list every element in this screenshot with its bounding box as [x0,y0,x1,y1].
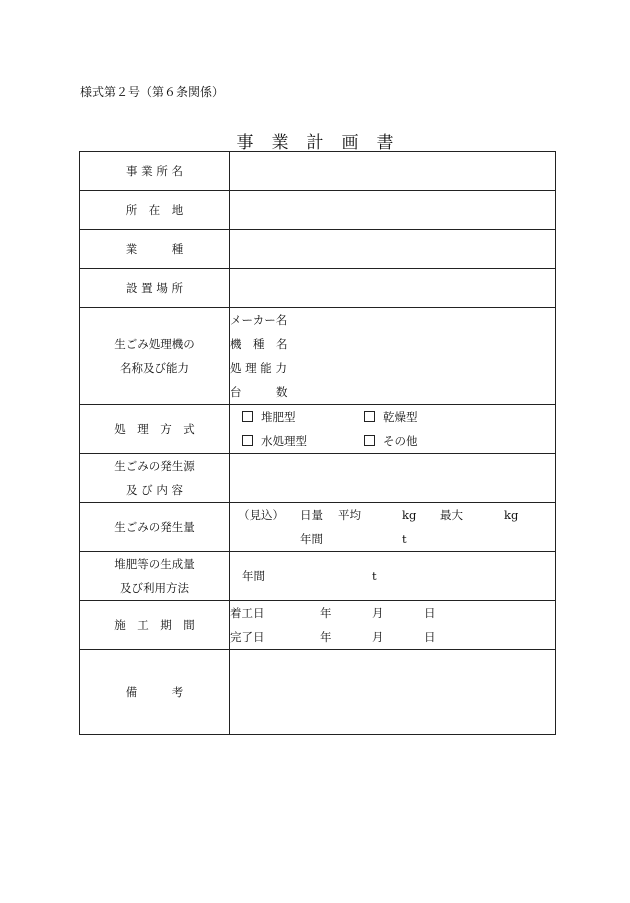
label-machine-line1: 生ごみ処理機の [114,337,195,351]
row-source [80,454,556,503]
field-method [230,405,556,454]
label-source-line2: 及 び 内 容 [126,483,183,497]
machine-maker-label: メーカー名 [230,313,288,327]
checkbox-icon[interactable] [364,411,375,422]
annual-label: 年間 [300,532,323,546]
page-title: 事業計画書 [236,133,412,153]
label-location: 所 在 地 [80,191,230,230]
month-label: 月 [372,630,384,644]
label-office-name: 事 業 所 名 [80,152,230,191]
option-other[interactable]: その他 [352,429,474,453]
row-compost [80,552,556,601]
label-compost-line1: 堆肥等の生成量 [114,557,195,571]
option-dry[interactable]: 乾燥型 [352,405,474,429]
year-label: 年 [320,606,332,620]
avg-label: 平均 [338,508,361,522]
checkbox-icon[interactable] [242,411,253,422]
field-industry[interactable] [230,230,556,269]
field-period[interactable] [230,601,556,650]
row-period [80,601,556,650]
label-amount: 生ごみの発生量 [80,503,230,552]
row-industry [80,230,556,269]
row-method [80,405,556,454]
field-office-name[interactable] [230,152,556,191]
day-label: 日 [424,606,436,620]
machine-capacity-label: 処 理 能 力 [230,361,287,375]
end-date-label: 完了日 [230,630,265,644]
label-compost-line2: 及び利用方法 [120,581,189,595]
row-location [80,191,556,230]
field-compost[interactable] [230,552,556,601]
max-label: 最大 [440,508,463,522]
label-machine [80,308,230,405]
estimate-label: （見込） [238,508,284,522]
row-install-place [80,269,556,308]
row-office-name [80,152,556,191]
option-compost[interactable]: 堆肥型 [230,405,352,429]
checkbox-icon[interactable] [242,435,253,446]
field-amount[interactable] [230,503,556,552]
label-remarks: 備 考 [80,650,230,735]
label-period: 施 工 期 間 [80,601,230,650]
field-source[interactable] [230,454,556,503]
row-amount [80,503,556,552]
machine-units-label: 台 数 [230,385,288,399]
label-method: 処 理 方 式 [80,405,230,454]
ton-unit: t [372,569,377,583]
field-location[interactable] [230,191,556,230]
form-number: 様式第２号（第６条関係） [80,85,225,99]
daily-label: 日量 [300,508,323,522]
field-install-place[interactable] [230,269,556,308]
checkbox-icon[interactable] [364,435,375,446]
month-label: 月 [372,606,384,620]
label-machine-line2: 名称及び能力 [120,361,189,375]
field-machine[interactable] [230,308,556,405]
business-plan-table [79,151,556,735]
label-industry: 業 種 [80,230,230,269]
machine-model-label: 機 種 名 [230,337,288,351]
ton-unit: t [402,532,407,546]
field-remarks[interactable] [230,650,556,735]
row-machine [80,308,556,405]
day-label: 日 [424,630,436,644]
label-compost [80,552,230,601]
option-water[interactable]: 水処理型 [230,429,352,453]
annual-label: 年間 [242,569,265,583]
year-label: 年 [320,630,332,644]
label-install-place: 設 置 場 所 [80,269,230,308]
kg-unit: kg [402,508,417,522]
row-remarks [80,650,556,735]
kg-unit: kg [504,508,519,522]
start-date-label: 着工日 [230,606,265,620]
label-source [80,454,230,503]
label-source-line1: 生ごみの発生源 [114,459,195,473]
